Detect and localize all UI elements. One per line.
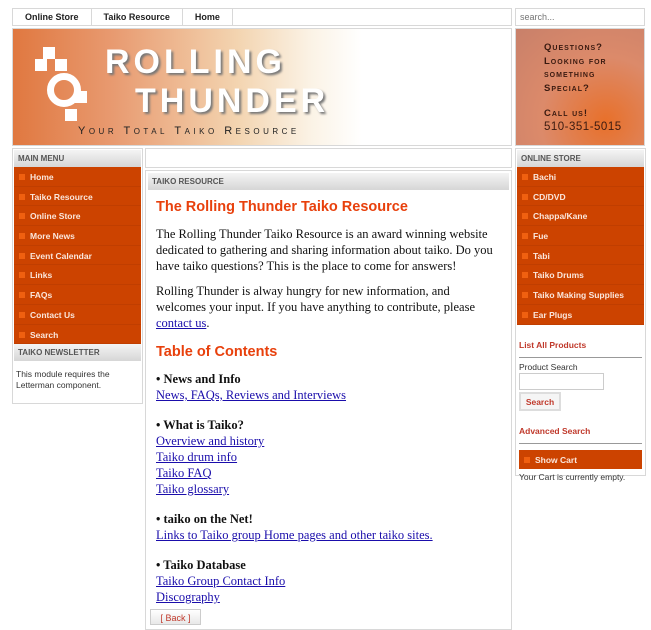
menu-item-event-calendar[interactable]: Event Calendar xyxy=(14,246,141,266)
main-menu-title: MAIN MENU xyxy=(14,150,141,167)
ad-line: something xyxy=(544,69,596,80)
contact-us-link[interactable]: contact us xyxy=(156,316,207,330)
tagline: Your Total Taiko Resource xyxy=(78,125,300,137)
product-search-button[interactable]: Search xyxy=(519,392,561,411)
store-item-tabi[interactable]: Tabi xyxy=(517,246,644,266)
nav-home[interactable]: Home xyxy=(183,9,233,25)
banner xyxy=(12,28,512,146)
product-search-label: Product Search xyxy=(519,361,578,372)
page-title: The Rolling Thunder Taiko Resource xyxy=(156,199,408,215)
right-column xyxy=(515,148,646,483)
menu-item-links[interactable]: Links xyxy=(14,265,141,285)
store-item-chappa-kane[interactable]: Chappa/Kane xyxy=(517,206,644,226)
main-content xyxy=(145,170,512,630)
toc-heading: • What is Taiko? xyxy=(156,418,244,432)
ad-line: Special? xyxy=(544,82,590,94)
top-nav xyxy=(12,8,512,26)
cart-status: Your Cart is currently empty. xyxy=(519,472,626,483)
ad-line: Questions? xyxy=(544,42,603,53)
intro-paragraph: The Rolling Thunder Taiko Resource is an award winning website dedicated to gathering and sharing information about taiko. Do you have taiko questions? This is the place to come for answers! xyxy=(156,227,493,273)
logo-icon xyxy=(35,47,93,127)
toc-link[interactable]: News, FAQs, Reviews and Interviews xyxy=(156,388,347,402)
store-item-fue[interactable]: Fue xyxy=(517,226,644,246)
toc-link[interactable]: Taiko drum info xyxy=(156,450,238,464)
ad-phone: 510-351-5015 xyxy=(544,120,622,133)
center-spacer xyxy=(145,148,512,168)
nav-taiko-resource[interactable]: Taiko Resource xyxy=(92,9,183,25)
store-item-making-supplies[interactable]: Taiko Making Supplies xyxy=(517,285,644,305)
list-all-products-link[interactable]: List All Products xyxy=(519,339,587,350)
newsletter-title: TAIKO NEWSLETTER xyxy=(14,344,141,361)
toc-link[interactable]: Taiko glossary xyxy=(156,482,230,496)
section-title: TAIKO RESOURCE xyxy=(148,173,509,190)
store-item-cd-dvd[interactable]: CD/DVD xyxy=(517,187,644,207)
toc-link[interactable]: Discography xyxy=(156,590,220,604)
store-item-ear-plugs[interactable]: Ear Plugs xyxy=(517,305,644,325)
logo-thunder: THUNDER xyxy=(135,82,330,120)
toc-heading: • Taiko Database xyxy=(156,558,246,572)
menu-item-online-store[interactable]: Online Store xyxy=(14,206,141,226)
logo-rolling: ROLLING xyxy=(105,43,286,81)
left-column xyxy=(12,148,143,404)
store-menu xyxy=(517,167,644,325)
menu-item-faqs[interactable]: FAQs xyxy=(14,285,141,305)
toc-link[interactable]: Links to Taiko group Home pages and other taiko sites. xyxy=(156,528,433,542)
divider xyxy=(519,357,642,358)
nav-online-store[interactable]: Online Store xyxy=(13,9,92,25)
main-menu xyxy=(14,167,141,344)
back-button[interactable]: [ Back ] xyxy=(150,609,201,625)
contact-ad[interactable] xyxy=(515,28,645,146)
menu-item-more-news[interactable]: More News xyxy=(14,226,141,246)
search-input[interactable] xyxy=(515,8,645,26)
menu-item-home[interactable]: Home xyxy=(14,167,141,187)
advanced-search-link[interactable]: Advanced Search xyxy=(519,425,591,436)
store-item-taiko-drums[interactable]: Taiko Drums xyxy=(517,265,644,285)
ad-call: Call us! xyxy=(544,108,588,119)
ad-line: Looking for xyxy=(544,55,607,67)
toc-heading: • taiko on the Net! xyxy=(156,512,253,526)
toc-link[interactable]: Overview and history xyxy=(156,434,265,448)
menu-item-search[interactable]: Search xyxy=(14,325,141,345)
divider xyxy=(519,443,642,444)
toc-link[interactable]: Taiko FAQ xyxy=(156,466,212,480)
menu-item-contact-us[interactable]: Contact Us xyxy=(14,305,141,325)
toc-heading: • News and Info xyxy=(156,372,241,386)
toc-link[interactable]: Taiko Group Contact Info xyxy=(156,574,286,588)
product-search-input[interactable] xyxy=(519,373,604,390)
menu-item-taiko-resource[interactable]: Taiko Resource xyxy=(14,187,141,207)
show-cart-button[interactable]: Show Cart xyxy=(519,450,642,470)
contribute-paragraph: Rolling Thunder is alway hungry for new information, and welcomes your input. If you have anything to contribute, please contact us. xyxy=(156,284,476,330)
toc-title: Table of Contents xyxy=(156,344,278,360)
newsletter-text: This module requires the Letterman component. xyxy=(16,369,110,391)
store-title: ONLINE STORE xyxy=(517,150,644,167)
store-item-bachi[interactable]: Bachi xyxy=(517,167,644,187)
